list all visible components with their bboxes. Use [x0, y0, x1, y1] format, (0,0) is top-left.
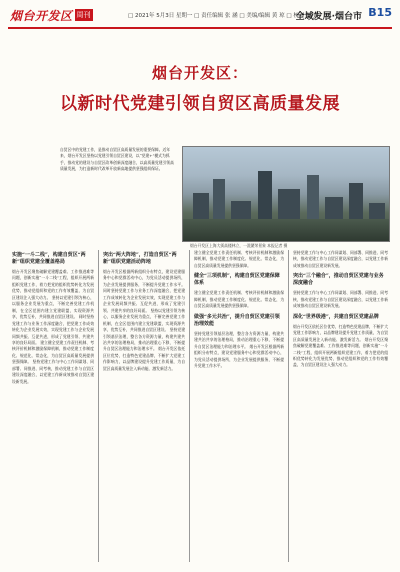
logo-badge: 周刊 — [76, 11, 91, 19]
paragraph: 同时坚持党建工作与业务工作深度融合，把党建工作成效转化为企业发展实效，实现党建工作与企业发展同频共振、互促共进，形成了党建引领、共建共享的良好局面。 — [12, 314, 94, 345]
paragraph: 烟台开发区聚焦破解党建覆盖难、工作推进难等问题，创新实施“一斗二栈”工程，组织开展两新组织党建工作，着力把党的组织优势转化为发展优势，推动党组织和党的工作有效覆盖，为自贸区建设注入强大动力。 — [12, 269, 94, 300]
column-divider — [189, 250, 190, 562]
paragraph: 建立健全党建工作责任机制、考核评价机制和激励保障机制，推动党建工作制度化、规范化、常态化，为自贸区高质量发展提供坚强保障。 — [12, 339, 94, 365]
subheading: 突出“三个融合”，推动自贸区党建与业务深度融合 — [293, 273, 384, 287]
headline-kicker: 烟台开发区： — [151, 64, 248, 82]
dateline: □ 2021年 5月3日 星期一 □ 责任编辑 张 涵 □ 美编/编辑 黄 琼 □ 校对 刘 鑫 — [128, 13, 319, 19]
column-4 — [293, 250, 388, 564]
article-intro: 自贸区中的党建工作，是推动自贸区高质量发展的重要保障。近年来，烟台开发区坚持以党建引领自贸区建设，以“党建+”模式为抓手，推动党的建设与自贸区改革创新深度融合，以高质量党建引领高质量发展，为打造新时代改革开放新高地提供坚强组织保证。 — [60, 147, 174, 171]
paragraph: 同时坚持党建工作与业务工作深度融合，把党建工作成效转化为企业发展实效，实现党建工作与企业发展同频共振、互促共进，形成了党建引领、共建共享的良好局面。 — [103, 288, 185, 313]
paragraph: 烟台开发区依托区位优势，打造特色党建品牌，不断扩大党建工作影响力，以品牌建设提升党建工作质量，为自贸区高质量发展注入新动能、激发新活力。 — [103, 346, 185, 371]
column-divider — [288, 250, 289, 562]
subheading: 实施“一斗二栈”，构建自贸区“两新”组织党建全覆盖格局 — [12, 252, 86, 265]
column-2 — [103, 248, 185, 564]
subheading: 做强“多元共治”，提升自贸区党建引领治理效能 — [194, 313, 280, 327]
masthead — [10, 6, 93, 24]
subheading: 深化“世界级港”，共建自贸区党建品牌 — [293, 313, 379, 320]
paragraph: 烟台开发区根据两新组织分布特点，建设党建服务中心和党群活动中心，为党员活动提供场所，为企业发展提供服务，不断提升党建工作水平。 — [103, 269, 185, 287]
paragraph: 坚持以党建引领为核心，以服务企业发展为重点，不断完善党建工作机制，在全区范围内建立党建联盟，实现资源共享，优势互补，共同推进自贸区建设。 — [12, 294, 94, 320]
column-divider — [98, 250, 99, 562]
paragraph: 坚持党建工作与中心工作同谋划、同部署、同推进、同考核，推动党建工作与自贸区建设深度融合，以党建工作新成效推动自贸区建设新发展。 — [12, 359, 94, 384]
paragraph: 坚持党建工作与中心工作同谋划、同部署、同推进、同考核，推动党建工作与自贸区建设深度融合，以党建工作新成效推动自贸区建设新发展。 — [293, 250, 388, 268]
column-1 — [12, 248, 94, 564]
page-number: B15 — [368, 6, 392, 19]
column-3 — [194, 250, 284, 564]
headline — [0, 62, 400, 114]
subheading: 突出“两大阵地”，打造自贸区“两新”组织党建活动阵地 — [103, 252, 177, 265]
paragraph: 烟台开发区根据两新组织分布特点，建设党建服务中心和党群活动中心，为党员活动提供场所，为企业发展提供服务，不断提升党建工作水平。 — [194, 343, 284, 368]
paragraph: 坚持党建引领基层治理，整合各方资源力量，构建共建共治共享的治理格局，推动治理重心下移，不断提升自贸区治理能力和治理水平。 — [103, 327, 185, 352]
section-name: 全域发展·烟台市 — [295, 12, 362, 22]
header-rule — [8, 27, 392, 29]
headline-title: 以新时代党建引领自贸区高质量发展 — [60, 94, 340, 114]
photo-caption: 烟台开发区上海大街高楼林立，一派繁荣景象 本报记者 摄 — [190, 243, 288, 248]
logo: 烟台开发区 — [10, 8, 73, 23]
paragraph: 烟台开发区依托区位优势，打造特色党建品牌，不断扩大党建工作影响力，以品牌建设提升党建工作质量，为自贸区高质量发展注入新动能、激发新活力。 — [293, 323, 388, 342]
paragraph: 坚持党建工作与中心工作同谋划、同部署、同推进、同考核，推动党建工作与自贸区建设深度融合，以党建工作新成效推动自贸区建设新发展。 — [293, 290, 388, 309]
paragraph: 建立健全党建工作责任机制、考核评价机制和激励保障机制，推动党建工作制度化、规范化、常态化，为自贸区高质量发展提供坚强保障。 — [194, 290, 284, 309]
paragraph: 坚持以党建引领为核心，以服务企业发展为重点，不断完善党建工作机制，在全区范围内建立党建联盟，实现资源共享，优势互补，共同推进自贸区建设。 — [103, 307, 185, 333]
paragraph: 烟台开发区聚焦破解党建覆盖难、工作推进难等问题，创新实施“一斗二栈”工程，组织开展两新组织党建工作，着力把党的组织优势转化为发展优势，推动党组织和党的工作有效覆盖，为自贸区建设注入强大动力。 — [293, 336, 388, 368]
paragraph: 建立健全党建工作责任机制、考核评价机制和激励保障机制，推动党建工作制度化、规范化、常态化，为自贸区高质量发展提供坚强保障。 — [194, 250, 284, 268]
paragraph: 坚持党建引领基层治理，整合各方资源力量，构建共建共治共享的治理格局，推动治理重心下移，不断提升自贸区治理能力和治理水平。 — [194, 330, 284, 349]
city-photo — [182, 146, 390, 242]
subheading: 健全“三项机制”，构建自贸区党建保障体系 — [194, 273, 280, 287]
